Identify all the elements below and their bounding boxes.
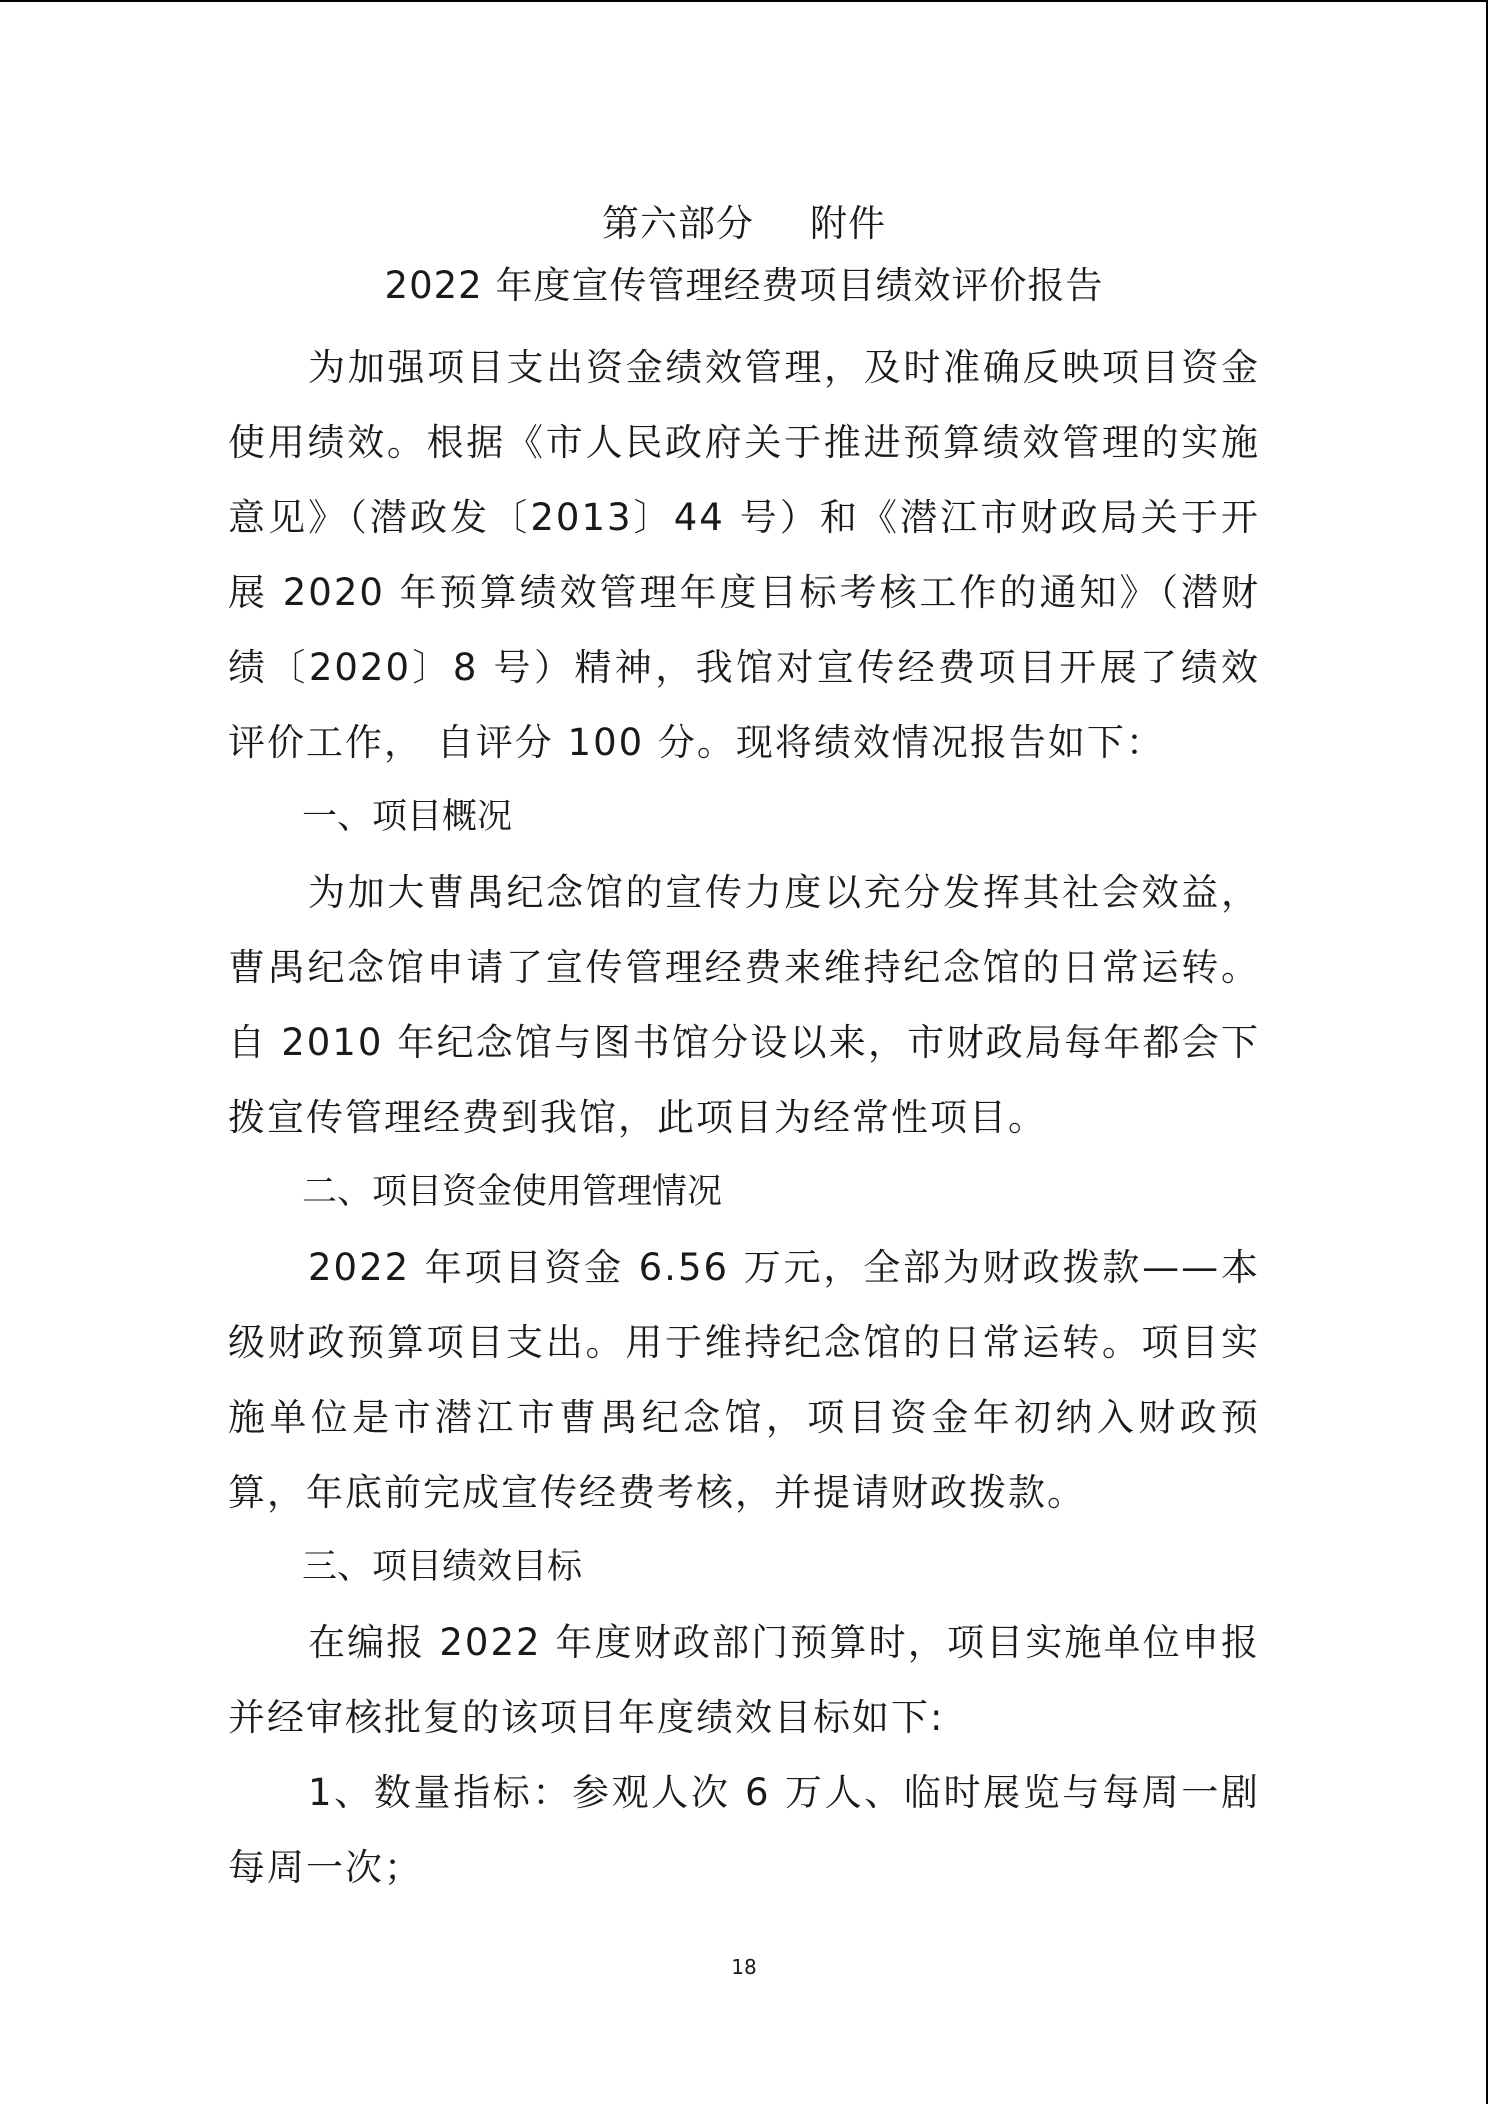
document-page <box>228 196 1260 1905</box>
section-heading-overview: 一、项目概况 <box>302 797 513 837</box>
page-number: 18 <box>731 1955 757 1979</box>
section-heading-funds: 二、项目资金使用管理情况 <box>302 1172 723 1212</box>
section-body-overview: 为加大曹禺纪念馆的宣传力度以充分发挥其社会效益，曹禺纪念馆申请了宣传管理经费来维持纪念馆的日常运转。自 2010 年纪念馆与图书馆分设以来，市财政局每年都会下拨宣传管理经费到我馆，此项目为经常性项目。 <box>228 871 1260 1139</box>
page-border-top <box>0 0 1488 2</box>
target-item-quantity: 1、数量指标：参观人次 6 万人、临时展览与每周一剧每周一次； <box>228 1771 1260 1889</box>
part-title-sub: 附件 <box>810 202 886 245</box>
intro-paragraph: 为加强项目支出资金绩效管理，及时准确反映项目资金使用绩效。根据《市人民政府关于推进预算绩效管理的实施意见》（潜政发〔2013〕44 号）和《潜江市财政局关于开展 2020 年预算绩效管理年度目标考核工作的通知》（潜财绩〔2020〕8 号）精神，我馆对宣传经费项目开展了绩效评价工作， 自评分 100 分。现将绩效情况报告如下： <box>228 346 1260 764</box>
section-body-funds: 2022 年项目资金 6.56 万元，全部为财政拨款——本级财政预算项目支出。用于维持纪念馆的日常运转。项目实施单位是市潜江市曹禺纪念馆，项目资金年初纳入财政预算，年底前完成宣传经费考核，并提请财政拨款。 <box>228 1246 1260 1514</box>
report-title: 2022 年度宣传管理经费项目绩效评价报告 <box>384 264 1104 307</box>
section-body-targets: 在编报 2022 年度财政部门预算时，项目实施单位申报并经审核批复的该项目年度绩效目标如下: <box>228 1621 1260 1739</box>
part-title-main: 第六部分 <box>602 202 754 245</box>
part-title <box>228 196 1260 252</box>
section-heading-targets: 三、项目绩效目标 <box>302 1547 583 1587</box>
